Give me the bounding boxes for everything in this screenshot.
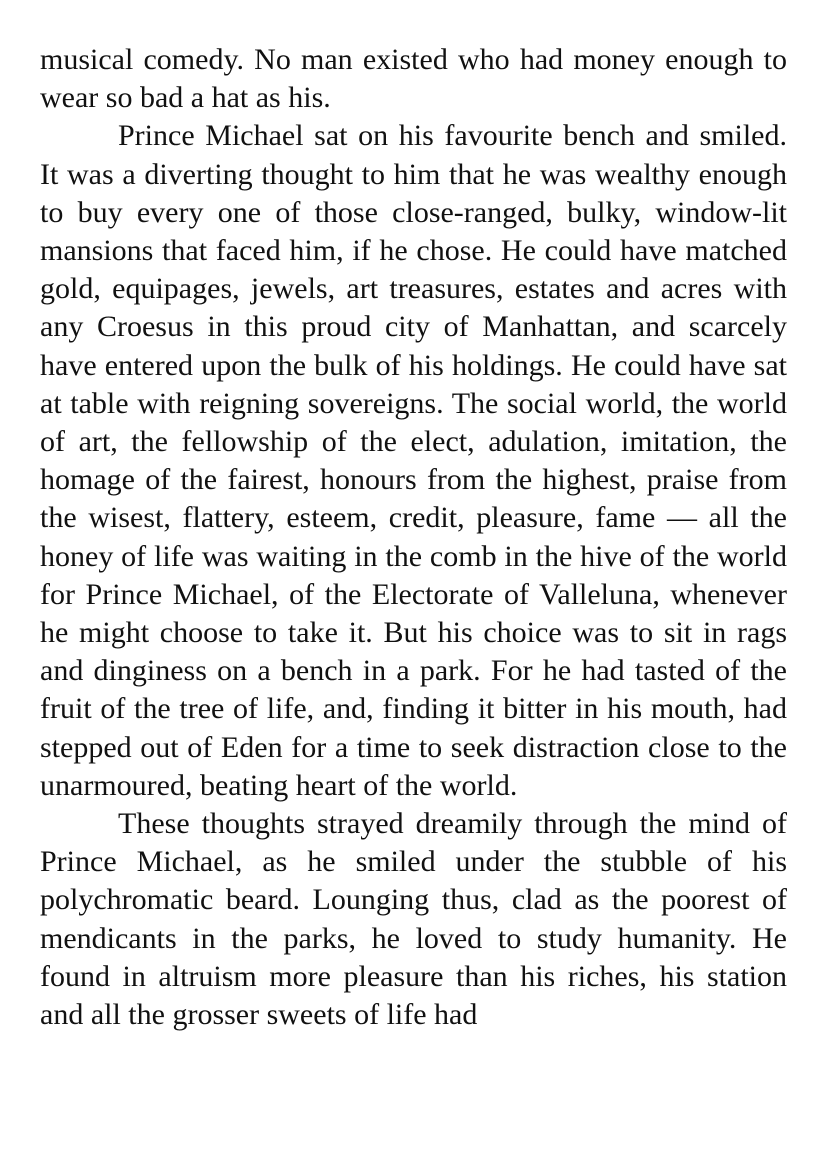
paragraph-thoughts-strayed: These thoughts strayed dreamily through the mind of Prince Michael, as he smiled under the stubble of his polychromatic beard. Lounging thus, clad as the poorest of mendicants in the parks, he loved to study humanity. He found in altruism more pleasure than his riches, his station and all the grosser sweets of life had: [40, 807, 787, 1032]
document-page: [40, 41, 787, 1034]
paragraph-continuation: musical comedy. No man existed who had money enough to wear so bad a hat as his.: [40, 43, 787, 115]
paragraph-prince-michael-bench: Prince Michael sat on his favourite bench and smiled. It was a diverting thought to him that he was wealthy enough to buy every one of those close-ranged, bulky, window-lit mansions that faced him, if he chose. He could have matched gold, equipages, jewels, art treasures, estates and acres with any Croesus in this proud city of Manhattan, and scarcely have entered upon the bulk of his holdings. He could have sat at table with reigning sovereigns. The social world, the world of art, the fellowship of the elect, adulation, imitation, the homage of the fairest, honours from the highest, praise from the wisest, flattery, esteem, credit, pleasure, fame — all the honey of life was waiting in the comb in the hive of the world for Prince Michael, of the Electorate of Valleluna, whenever he might choose to take it. But his choice was to sit in rags and dinginess on a bench in a park. For he had tasted of the fruit of the tree of life, and, finding it bitter in his mouth, had stepped out of Eden for a time to seek distraction close to the unarmoured, beating heart of the world.: [40, 119, 787, 802]
